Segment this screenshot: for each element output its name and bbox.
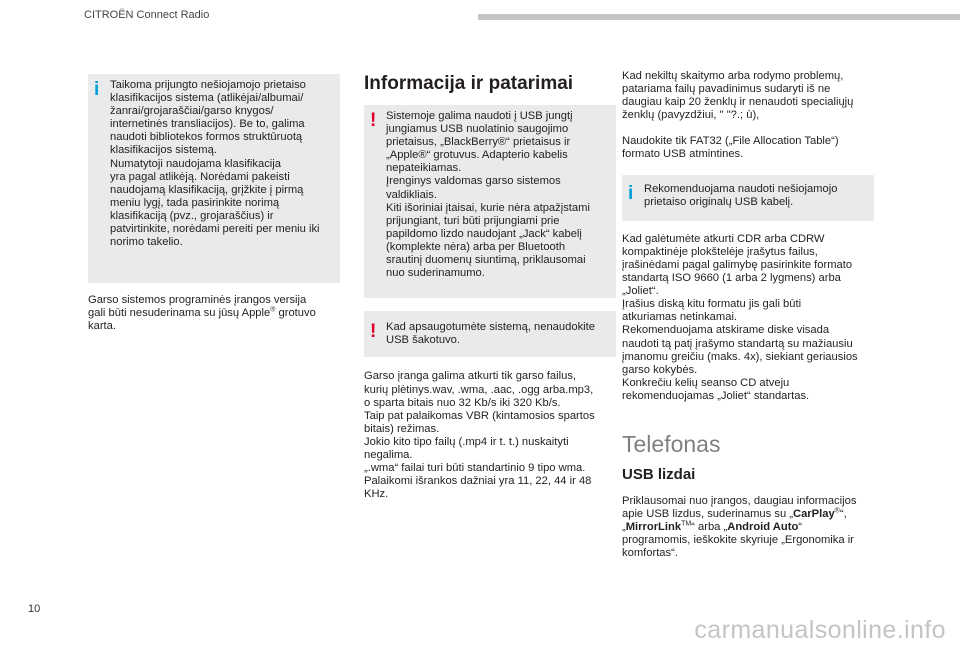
- apple-compat-text-b: grotuvo karta.: [88, 307, 316, 333]
- registered-mark: ®: [834, 507, 840, 515]
- usb-apps-text-c: “ arba „: [691, 521, 728, 534]
- filename-paragraph: Kad nekiltų skaitymo arba rodymo problemų, patariama failų pavadinimus sudaryti iš ne daugiau kaip 20 ženklų ir nenaudoti specialiųjų ženklų (pavyzdžiui, " "?.; ù),: [622, 70, 854, 122]
- warning-box-hub-text: Kad apsaugotumėte sistemą, nenaudokite USB šakotuvo.: [386, 321, 595, 347]
- warning-box-usb-text: Sistemoje galima naudoti į USB jungtį jungiamus USB nuolatinio saugojimo prietaisus, „BlackBerry®“ prietaisus ir „Apple®“ grotuvus. Adapterio kabelis nepateikiamas. Įrenginys valdomas garso sistemos valdikliais. Kiti išoriniai įtaisai, kurie nėra atpažįstami prijungiant, turi būti prijungiami prie papildomo lizdo naudojant „Jack“ kabelį (komplekte nėra) arba per Bluetooth srautinį duomenų siuntimą, priklausomai nuo suderinamumo.: [386, 110, 590, 280]
- apple-compat-paragraph: [88, 294, 340, 333]
- column-1: [88, 74, 340, 334]
- watermark: carmanualsonline.info: [694, 616, 946, 644]
- info-box-cable: [622, 175, 874, 221]
- column-2: [364, 74, 616, 501]
- info-box-cable-text: Rekomenduojama naudoti nešiojamojo prietaiso originalų USB kabelį.: [644, 182, 838, 208]
- info-box-text: Taikoma prijungto nešiojamojo prietaiso klasifikacijos sistema (atlikėjai/albumai/ žanrai/grojaraščiai/garso knygos/ internetinės transliacijos). Be to, galima naudoti bibliotekos formos struktūruotą klasifikacijos sistemą. Numatytoji naudojama klasifikacija yra pagal atlikėją. Norėdami pakeisti naudojamą klasifikaciją, grįžkite į pirmą meniu lygį, tada pasirinkite norimą klasifikaciją (pvz., grojaraščius) ir patvirtinkite, norėdami pereiti per meniu iki norimo takelio.: [110, 79, 320, 249]
- info-icon: i: [628, 182, 634, 204]
- warning-box-hub: [364, 311, 616, 357]
- info-box: [88, 74, 340, 283]
- audio-format-paragraph: Garso įranga galima atkurti tik garso failus, kurių plėtinys.wav, .wma, .aac, .ogg arba.mp3, o sparta bitais nuo 32 Kb/s iki 320 Kb/s. Taip pat palaikomas VBR (kintamosios spartos bitais) režimas. Jokio kito tipo failų (.mp4 ir t. t.) nuskaityti negalima. „.wma“ failai turi būti standartinio 9 tipo wma. Palaikomi išrankos dažniai yra 11, 22, 44 ir 48 KHz.: [364, 370, 595, 501]
- usb-apps-text-a: Priklausomai nuo įrangos, daugiau informacijos apie USB lizdus, suderinamus su „: [622, 494, 857, 521]
- column-3: [622, 70, 874, 560]
- usb-apps-text-b: “, „: [622, 508, 847, 534]
- registered-mark: ®: [270, 306, 276, 314]
- trademark-mark: TM: [681, 520, 692, 528]
- header-bar: [478, 14, 960, 20]
- subsection-title-usb: USB lizdai: [622, 465, 696, 483]
- warning-icon: !: [370, 321, 377, 343]
- usb-apps-paragraph: [622, 495, 874, 560]
- header-title: CITROËN Connect Radio: [84, 9, 210, 21]
- android-auto-label: Android Auto: [727, 521, 799, 534]
- page-number: 10: [28, 603, 41, 615]
- section-heading-info: Informacija ir patarimai: [364, 73, 574, 94]
- carplay-label: CarPlay: [793, 508, 835, 521]
- warning-box-usb: [364, 105, 616, 298]
- info-icon: i: [94, 79, 100, 100]
- section-title-telefonas: Telefonas: [622, 430, 721, 457]
- usb-apps-text-d: “ programomis, ieškokite skyriuje „Ergonomika ir komfortas“.: [622, 521, 854, 560]
- cd-format-paragraph: Kad galėtumėte atkurti CDR arba CDRW kompaktinėje plokštelėje įrašytus failus, įrašinėdami pagal galimybę pasirinkite formato standartą ISO 9660 (1 arba 2 lygmens) arba „Joliet“. Įrašius diską kitu formatu jis gali būti atkuriamas netinkamai. Rekomenduojama atskirame diske visada naudoti tą patį įrašymo standartą su mažiausiu įmanomu greičiu (maks. 4x), siekiant geriausios garso kokybės. Konkrečiu kelių seanso CD atveju rekomenduojamas „Joliet“ standartas.: [622, 232, 858, 402]
- mirrorlink-label: MirrorLink: [625, 521, 682, 534]
- apple-compat-text-a: Garso sistemos programinės įrangos versija gali būti nesuderinama su jūsų Apple: [88, 294, 307, 320]
- warning-icon: !: [370, 110, 377, 131]
- fat32-paragraph: Naudokite tik FAT32 („File Allocation Table“) formato USB atmintines.: [622, 135, 839, 161]
